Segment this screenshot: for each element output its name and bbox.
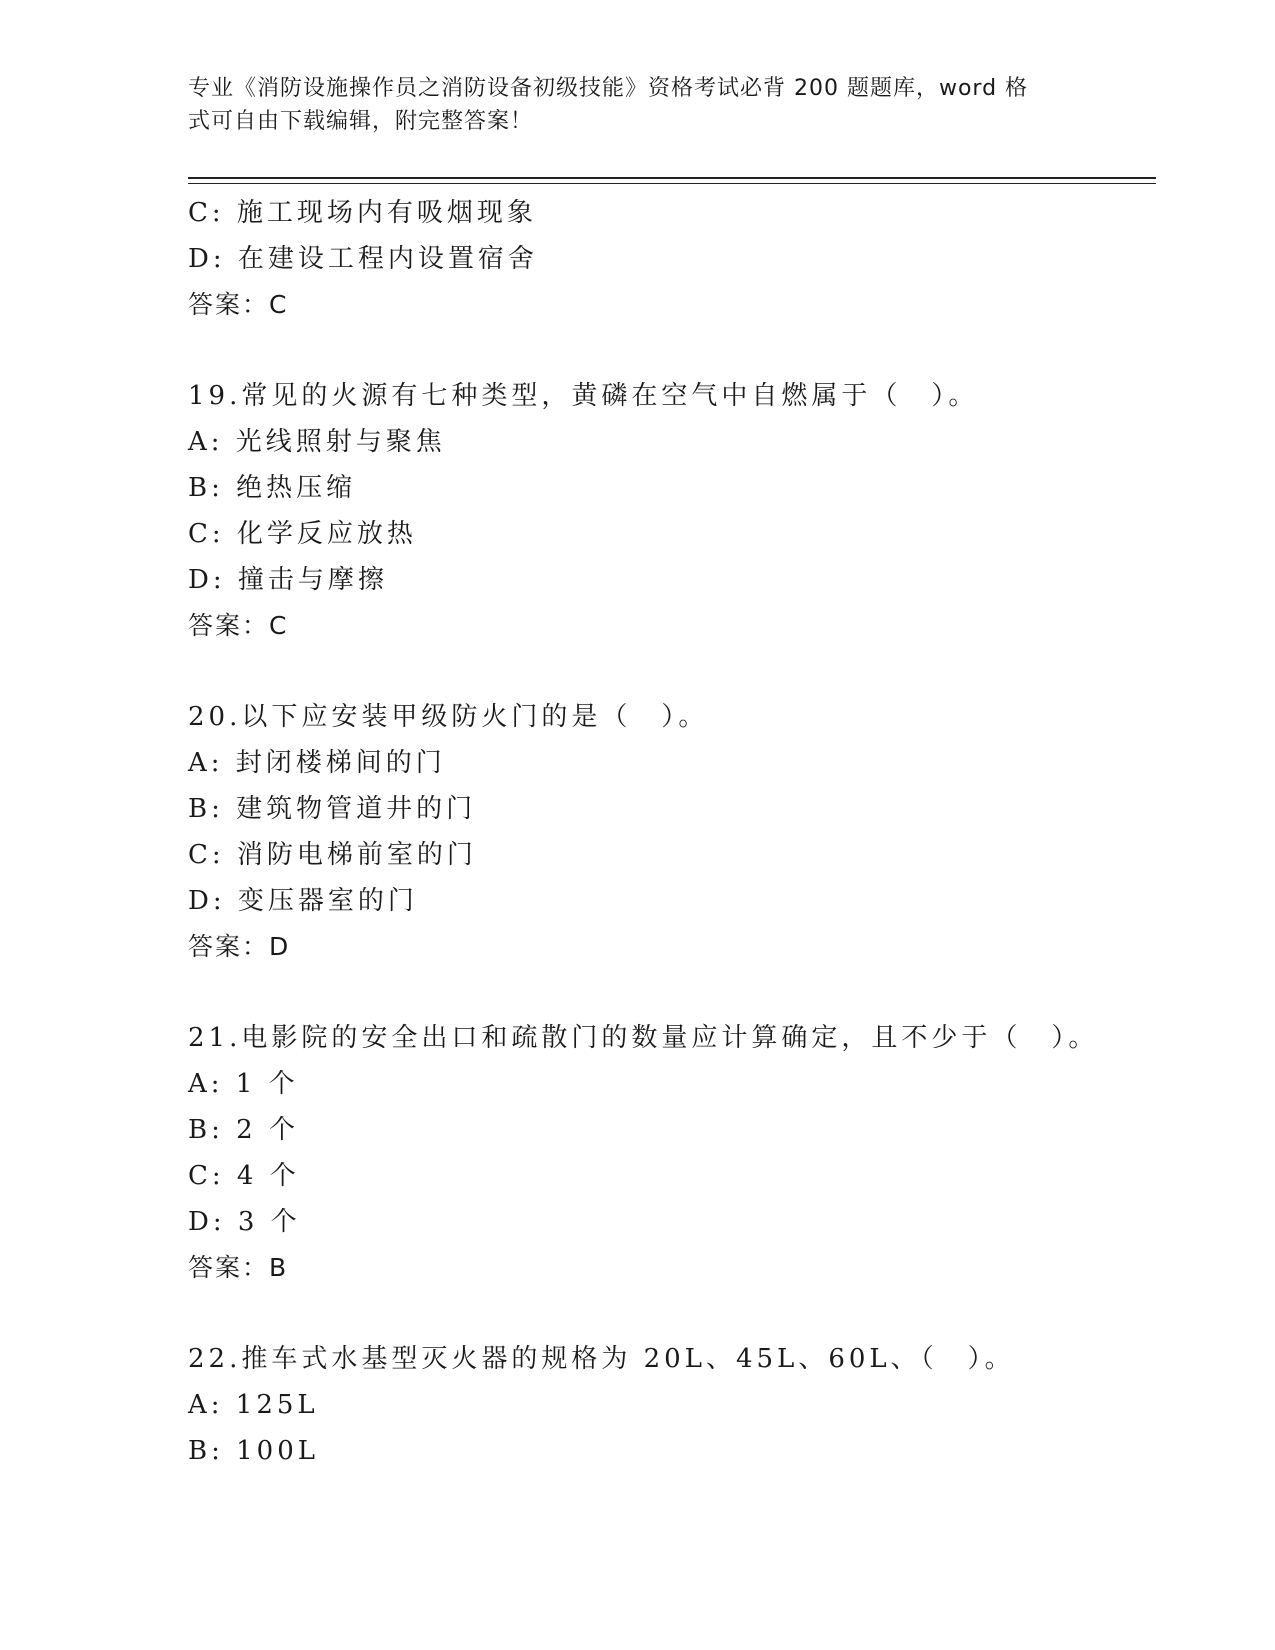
question-content xyxy=(188,190,1148,1474)
option-d: D: 在建设工程内设置宿舍 xyxy=(188,244,538,274)
option-b: B: 建筑物管道井的门 xyxy=(188,794,477,824)
answer-line: 答案：D xyxy=(188,932,291,961)
header-rule-thin xyxy=(188,183,1156,184)
header-rule-thick xyxy=(188,177,1156,179)
answer-line: 答案：C xyxy=(188,611,289,640)
option-b: B: 绝热压缩 xyxy=(188,473,357,503)
question-21 xyxy=(188,1015,1148,1291)
option-c: C: 化学反应放热 xyxy=(188,519,417,549)
option-a: A: 光线照射与聚焦 xyxy=(188,427,446,457)
question-20 xyxy=(188,694,1148,970)
question-text: 19.常见的火源有七种类型，黄磷在空气中自燃属于（ ）。 xyxy=(188,381,979,411)
option-b: B: 2 个 xyxy=(188,1115,299,1145)
document-header xyxy=(188,72,1068,138)
option-d: D: 变压器室的门 xyxy=(188,886,418,916)
question-text: 21.电影院的安全出口和疏散门的数量应计算确定，且不少于（ ）。 xyxy=(188,1023,1099,1053)
header-line-2: 式可自由下载编辑，附完整答案！ xyxy=(188,109,534,134)
question-18-tail xyxy=(188,190,1148,328)
option-c: C: 4 个 xyxy=(188,1161,300,1191)
option-a: A: 封闭楼梯间的门 xyxy=(188,748,446,778)
question-19 xyxy=(188,373,1148,649)
answer-line: 答案：C xyxy=(188,290,289,319)
option-d: D: 撞击与摩擦 xyxy=(188,565,388,595)
option-a: A: 125L xyxy=(188,1390,319,1420)
header-line-1: 专业《消防设施操作员之消防设备初级技能》资格考试必背 200 题题库，word 格 xyxy=(188,76,1029,101)
option-c: C: 消防电梯前室的门 xyxy=(188,840,477,870)
question-22 xyxy=(188,1336,1148,1474)
answer-line: 答案：B xyxy=(188,1253,289,1282)
option-d: D: 3 个 xyxy=(188,1207,301,1237)
option-c: C: 施工现场内有吸烟现象 xyxy=(188,198,537,228)
option-b: B: 100L xyxy=(188,1436,320,1466)
option-a: A: 1 个 xyxy=(188,1069,299,1099)
question-text: 20.以下应安装甲级防火门的是（ ）。 xyxy=(188,702,709,732)
question-text: 22.推车式水基型灭火器的规格为 20L、45L、60L、（ ）。 xyxy=(188,1344,1015,1374)
